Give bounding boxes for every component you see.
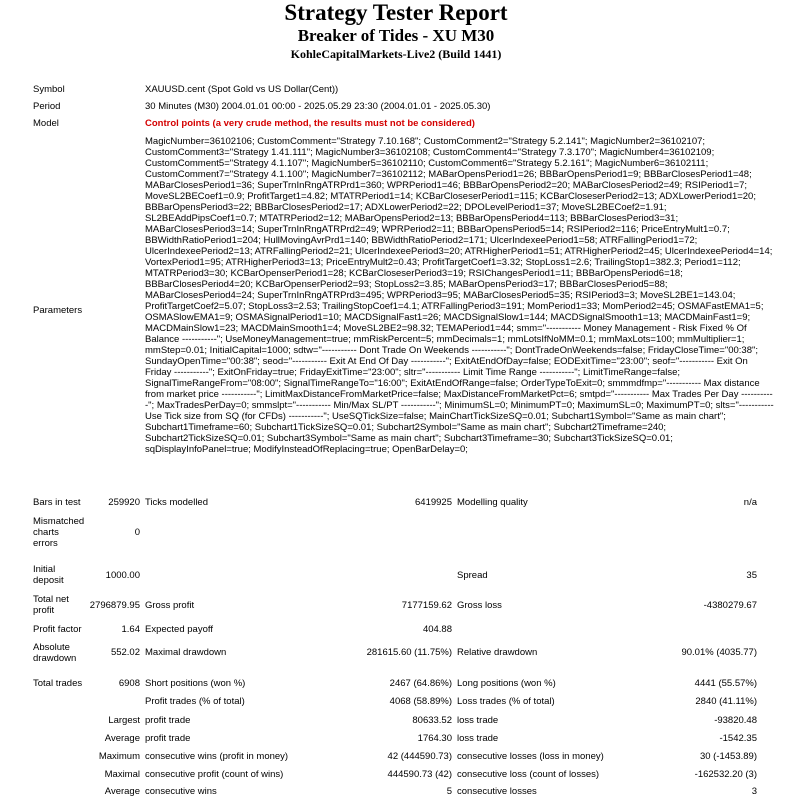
report-title: Strategy Tester Report <box>284 0 508 25</box>
acw-label: consecutive wins <box>145 786 217 797</box>
period-label: Period <box>33 101 61 112</box>
grossprofit-value: 7177159.62 <box>401 600 452 611</box>
short-value: 2467 (64.86%) <box>389 678 452 689</box>
mcp-label: consecutive profit (count of wins) <box>145 769 284 780</box>
absdd-label-1: Absolute <box>33 642 70 653</box>
absdd-label-2: drawdown <box>33 653 77 664</box>
netprofit-label-1: Total net <box>33 594 69 605</box>
ltrades-label: Loss trades (% of total) <box>457 696 555 707</box>
mclc-value: -162532.20 (3) <box>694 769 757 780</box>
acl-value: 3 <box>751 786 757 797</box>
symbol-value: XAUUSD.cent (Spot Gold vs US Dollar(Cent)) <box>145 84 339 95</box>
parameters-value: MagicNumber=36102106; CustomComment="Strategy 7.10.168"; CustomComment2="Strategy 5.2.141"; MagicNumber2=36102107; CustomComment3="Strategy 1.41.111"; MagicNumber3=36102108; CustomComment4="Strategy 7.3.170"; MagicNumber4=36102109; CustomComment5="Strategy 4.1.107"; MagicNumber5=36102110; CustomComment6="Strategy 5.2.161"; MagicNumber6=36102111; CustomComment7="Strategy 4.1.100"; MagicNumber7=36102112; MABarOpensPeriod1=26; BBBarOpensPeriod1=9; BBBarClosesPeriod1=48; MABarClosesPeriod1=36; SuperTrnInRngATRPrd1=360; WPRPeriod1=46; BBBarOpensPeriod2=20; MABarClosesPeriod2=49; RSIPeriod1=7; MoveSL2BECoef1=0.9; ProfitTarget1=4.82; MTATRPeriod1=14; KCBarCloseserPeriod1=115; KCBarCloseserPeriod2=13; ADXLowerPeriod1=20; BBBarOpensPeriod3=22; BBBarClosesPeriod2=17; ADXLowerPeriod2=22; DPOLevelPeriod1=37; MoveSL2BECoef2=1.91; SL2BEAddPipsCoef1=0.7; MTATRPeriod2=12; MABarOpensPeriod2=13; BBBarOpensPeriod4=113; BBBarClosesPeriod3=31; MABarClosesPeriod3=14; SuperTrnInRngATRPrd2=49; WPRPeriod2=11; BBBarOpensPeriod5=14; RSIPeriod2=116; PriceEntryMult1=0.7; BBWidthRatioPeriod1=204; HullMovingAvrPrd1=140; BBWidthRatioPeriod2=171; UlcerIndexeePeriod1=58; ATRFallingPeriod1=72; UlcerIndexeePeriod2=13; ATRFallingPeriod2=21; UlcerIndexeePeriod3=20; ATRHigherPeriod1=51; ATRHigherPeriod2=45; UlcerIndexeePeriod4=14; VortexPeriod1=95; ATRHigherPeriod3=13; PriceEntryMult2=0.43; ProfitTargetCoef1=3.32; StopLoss1=2.6; TrailingStop1=382.3; Period1=112; MTATRPeriod3=30; KCBarOpenserPeriod1=28; KCBarCloseserPeriod3=19; RSIChangesPeriod1=11; BBBarOpensPeriod6=18; BBBarClosesPeriod4=20; KCBarOpenserPeriod2=93; StopLoss2=3.85; MABarOpensPeriod3=17; BBBarClosesPeriod5=88; MABarClosesPeriod4=24; SuperTrnInRngATRPrd3=495; WPRPeriod3=95; MABarClosesPeriod5=35; RSIPeriod3=3; MoveSL2BE1=143.04; ProfitTargetCoef2=5.07; StopLoss3=2.53; TrailingStopCoef1=4.1; ATRFallingPeriod3=191; MomPeriod1=33; MomPeriod2=45; OSMAFastEMA1=5; OSMASlowEMA1=9; OSMASignalPeriod1=10; MACDSignalFast1=26; MACDSignalSlow1=144; MACDSignalSmooth1=13; MACDMainFast1=9; MACDMainSlow1=23; MACDMainSmooth1=4; MoveSL2BE2=98.32; TEMAPeriod1=44; smm="----------- Money Management - Risk Fixed % Of Balance -----------"; UseMoneyManagement=true; mmRiskPercent=5; mmDecimals=1; mmLotsIfNoMM=0.1; mmMaxLots=100; mmMultiplier=1; mmStep=0.01; InitialCapital=1000; sdtw="----------- Dont Trade On Weekends -----------"; DontTradeOnWeekends=false; FridayCloseTime="00:38"; SundayOpenTime="00:38"; seod="----------- Exit At End Of Day -----------"; ExitAtEndOfDay=false; EODExitTime="23:00"; seof="----------- Exit On Friday -----------"; ExitOnFriday=true; FridayExitTime="23:00"; sltr="----------- Limit Time Range -----------"; LimitTimeRange=false; SignalTimeRangeFrom="08:00"; SignalTimeRangeTo="16:00"; ExitAtEndOfRange=false; OrderTypeToExit=0; smmmdfmp="----------- Max distance from market price -----------"; LimitMaxDistanceFromMarketPrice=false; MaxDistanceFromMarketPct=6; smtpd="----------- Max Trades Per Day -----------"; MaxTradesPerDay=0; smmslpt="----------- Min/Max SL/PT -----------"; MinimumSL=0; MinimumPT=0; MaximumSL=0; MaximumPT=0; slts="----------- Use Tick size from SQ (for CFDs) -----------"; UseSQTickSize=false; MainChartTickSizeSQ=0.01; Subchart1Symbol="Same as main chart"; Subchart1Timeframe=60; Subchart1TickSizeSQ=0.01; Subchart2Symbol="Same as main chart"; Subchart2Timeframe=240; Subchart2TickSizeSQ=0.01; Subchart3Symbol="Same as main chart"; Subchart3Timeframe=30; Subchart3TickSizeSQ=0.01; sqDisplayInfoPanel=true; ModifyInsteadOfReplacing=true; OpenBarDelay=0; <box>145 136 774 455</box>
average2-label: Average <box>104 786 140 797</box>
trades-label: Total trades <box>33 678 83 689</box>
maxdd-label: Maximal drawdown <box>145 647 227 658</box>
alt-value: -1542.35 <box>719 733 757 744</box>
llt-label: loss trade <box>457 715 499 726</box>
maximum-label: Maximum <box>98 751 140 762</box>
reldd-label: Relative drawdown <box>457 647 538 658</box>
maxdd-value: 281615.60 (11.75%) <box>366 647 452 658</box>
apt-value: 1764.30 <box>417 733 452 744</box>
pf-value: 1.64 <box>121 624 140 635</box>
acw-value: 5 <box>446 786 452 797</box>
mcl-value: 30 (-1453.89) <box>699 751 757 762</box>
mismatch-label-3: errors <box>33 538 58 549</box>
alt-label: loss trade <box>457 733 499 744</box>
long-value: 4441 (55.57%) <box>694 678 757 689</box>
reldd-value: 90.01% (4035.77) <box>681 647 757 658</box>
short-label: Short positions (won %) <box>145 678 246 689</box>
largest-label: Largest <box>108 715 140 726</box>
deposit-label-1: Initial <box>33 564 56 575</box>
grossloss-label: Gross loss <box>457 600 502 611</box>
spread-label: Spread <box>457 570 488 581</box>
server-build: KohleCapitalMarkets-Live2 (Build 1441) <box>290 47 502 61</box>
pf-label: Profit factor <box>33 624 82 635</box>
average-label: Average <box>104 733 140 744</box>
ptrades-label: Profit trades (% of total) <box>145 696 245 707</box>
llt-value: -93820.48 <box>714 715 757 726</box>
maximal-label: Maximal <box>104 769 140 780</box>
payoff-label: Expected payoff <box>145 624 213 635</box>
mcw-value: 42 (444590.73) <box>387 751 452 762</box>
trades-value: 6908 <box>118 678 140 689</box>
netprofit-value: 2796879.95 <box>89 600 140 611</box>
ticks-label: Ticks modelled <box>145 497 209 508</box>
mclc-label: consecutive loss (count of losses) <box>457 769 600 780</box>
mismatch-label-2: charts <box>33 527 59 538</box>
spread-value: 35 <box>746 570 757 581</box>
lpt-value: 80633.52 <box>412 715 452 726</box>
deposit-value: 1000.00 <box>105 570 140 581</box>
model-value: Control points (a very crude method, the results must not be considered) <box>145 118 475 129</box>
quality-label: Modelling quality <box>457 497 528 508</box>
grossprofit-label: Gross profit <box>145 600 195 611</box>
ptrades-value: 4068 (58.89%) <box>389 696 452 707</box>
deposit-label-2: deposit <box>33 575 64 586</box>
mcl-label: consecutive losses (loss in money) <box>457 751 604 762</box>
mcp-value: 444590.73 (42) <box>387 769 452 780</box>
ltrades-value: 2840 (41.11%) <box>695 696 757 707</box>
mcw-label: consecutive wins (profit in money) <box>145 751 289 762</box>
long-label: Long positions (won %) <box>457 678 556 689</box>
model-label: Model <box>33 118 59 129</box>
absdd-value: 552.02 <box>110 647 140 658</box>
mismatch-label-1: Mismatched <box>33 516 85 527</box>
period-value: 30 Minutes (M30) 2004.01.01 00:00 - 2025.05.29 23:30 (2004.01.01 - 2025.05.30) <box>145 101 491 112</box>
netprofit-label-2: profit <box>33 605 55 616</box>
acl-label: consecutive losses <box>457 786 537 797</box>
quality-value: n/a <box>743 497 757 508</box>
parameters-label: Parameters <box>33 305 83 316</box>
apt-label: profit trade <box>145 733 191 744</box>
expert-name: Breaker of Tides - XU M30 <box>297 26 495 45</box>
payoff-value: 404.88 <box>422 624 452 635</box>
bars-label: Bars in test <box>33 497 81 508</box>
bars-value: 259920 <box>108 497 140 508</box>
mismatch-value: 0 <box>134 527 140 538</box>
ticks-value: 6419925 <box>415 497 452 508</box>
grossloss-value: -4380279.67 <box>703 600 757 611</box>
lpt-label: profit trade <box>145 715 191 726</box>
symbol-label: Symbol <box>33 84 65 95</box>
